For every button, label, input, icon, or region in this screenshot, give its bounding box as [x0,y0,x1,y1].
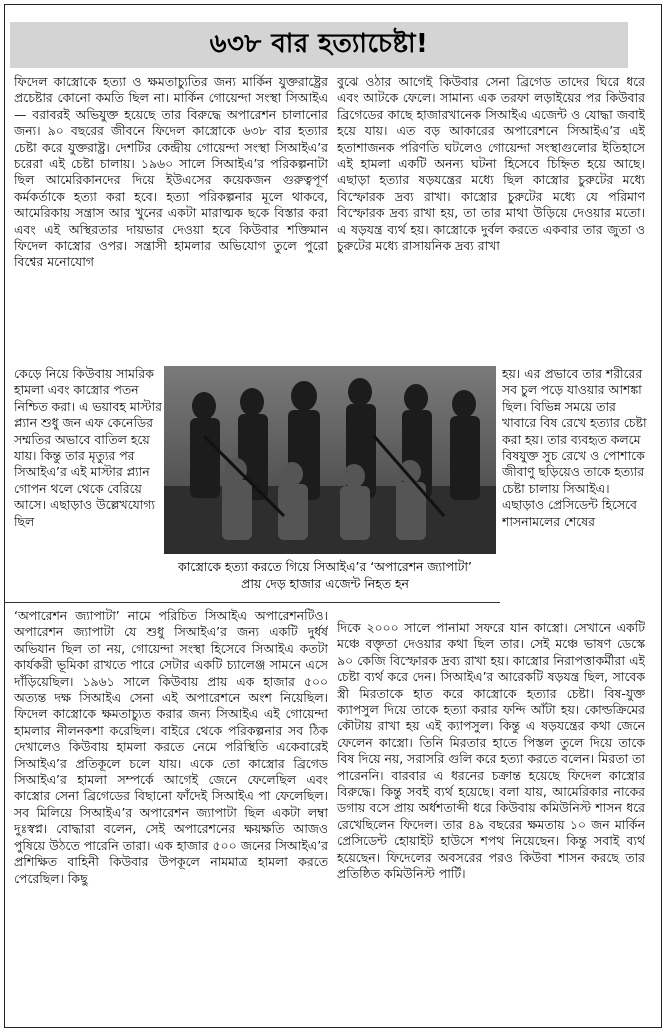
column-2-text: বুঝে ওঠার আগেই কিউবার সেনা ব্রিগেড তাদের ঘিরে ধরে এবং আটকে ফেলে। সামান্য এক তরফা লড়াইয়ের পর কিউবার ব্রিগেডের কাছে হাজারখানেক সিআইএ এজেন্ট ও যোদ্ধা জবাই হয়ে যায়। এত বড় আকারের অপারেশনে সিআইএ’র এই হতাশাজনক পরিণতি ঘটলেও গোয়েন্দা সংস্থাগুলোর ইতিহাসে এই হামলা একটি অনন্য ঘটনা হিসেবে চিহ্নিত হয়ে আছে। এছাড়া হত্যার ষড়যন্ত্রের মধ্যে ছিল কাস্ত্রোর চুরুটের মধ্যে বিস্ফোরক দ্রব্য রাখা। কাস্ত্রোর চুরুটের মধ্যে যে পরিমাণ বিস্ফোরক দ্রব্য রাখা হয়, তা তার মাথা উড়িয়ে দেওয়ার মতো। এ ষড়যন্ত্র ব্যর্থ হয়। কাস্ত্রোকে দুর্বল করতে একবার তার জুতা ও চুরুটের মধ্যে রাসায়নিক দ্রব্য রাখা [337,74,645,254]
column-5 [14,608,328,1028]
column-5-text: ‘অপারেশন জ্যাপাটা’ নামে পরিচিত সিআইএ অপারেশনটিও। অপারেশন জ্যাপাটা যে শুধু সিআইএ’র জন্য একটি দুর্ধর্ষ অভিযান ছিল তা নয়, গোয়েন্দা সংস্থা হিসেবে সিআইএ কতটা কার্যকরী ভূমিকা রাখতে পারে সেটার একটি চ্যালেঞ্জ সামনে এসে দাঁড়িয়েছিল। ১৯৬১ সালে কিউবায় প্রায় এক হাজার ৫০০ অত্যন্ত দক্ষ সিআইএ সেনা এই অপারেশনে অংশ নিয়েছিল। ফিদেল কাস্ত্রোকে ক্ষমতাচ্যুত করার জন্য সিআইএ এই গোয়েন্দা হামলার নীলনকশা করেছিল। বাইরে থেকে পরিকল্পনার সব ঠিক দেখালেও কিউবায় হামলা করতে নেমে পরিস্থিতি একেবারেই সিআইএ’র প্রতিকূলে চলে যায়। একে তো কাস্ত্রোর ব্রিগেড সিআইএ’র হামলা সম্পর্কে আগেই জেনে ফেলেছিল এবং কাস্ত্রোর সেনা ব্রিগেডের বিছানো ফাঁদেই সিআইএ পা ফেলেছিল। সব মিলিয়ে সিআইএ’র অপারেশন জ্যাপাটা ছিল একটা লম্বা দুঃস্বপ্ন। বোদ্ধারা বলেন, সেই অপারেশনের ক্ষয়ক্ষতি আজও পুষিয়ে উঠতে পারেনি তারা। এক হাজার ৫০০ জনের সিআইএ’র প্রশিক্ষিত বাহিনী কিউবার উপকূলে নামমাত্র হামলা করতে পেরেছিল। কিছু [14,608,328,886]
column-6 [337,620,645,1028]
soldiers-photo-icon [164,366,496,554]
section-divider [4,602,500,603]
headline: ৬৩৮ বার হত্যাচেষ্টা! [209,29,429,59]
photo-caption [150,558,500,592]
caption-line-1: কাস্ত্রোকে হত্যা করতে গিয়ে সিআইএ’র ‘অপারেশন জ্যাপাটা’ [178,559,472,574]
column-6-text: দিকে ২০০০ সালে পানামা সফরে যান কাস্ত্রো। সেখানে একটি মঞ্চে বক্তৃতা দেওয়ার কথা ছিল তার। সেই মঞ্চে ভাষণ ডেস্কে ৯০ কেজি বিস্ফোরক দ্রব্য রাখা হয়। কাস্ত্রোর নিরাপত্তাকর্মীরা এই চেষ্টা ব্যর্থ করে দেন। সিআইএ’র আরেকটি ষড়যন্ত্র ছিল, সাবেক স্ত্রী মিরতাকে হাত করে কাস্ত্রোকে হত্যার চেষ্টা। বিষ-যুক্ত ক্যাপসুল দিয়ে তাকে হত্যা করার ফন্দি আঁটা হয়। কোল্ডক্রিমের কৌটায় রাখা হয় এই ক্যাপসুল। কিন্তু এ ষড়যন্ত্রের কথা জেনে ফেলেন কাস্ত্রো। তিনি মিরতার হাতে পিস্তল তুলে দিয়ে তাকে বিষ দিয়ে নয়, সরাসরি গুলি করে হত্যা করতে বলেন। মিরতা তা পারেননি। বারবার এ ধরনের চক্রান্ত হয়েছে ফিদেল কাস্ত্রোর বিরুদ্ধে। কিন্তু সবই ব্যর্থ হয়েছে। বলা যায়, আমেরিকার নাকের ডগায় বসে প্রায় অর্ধশতাব্দী ধরে কিউবায় কমিউনিস্ট শাসন ধরে রেখেছিলেন ফিদেল। তার ৪৯ বছরের ক্ষমতায় ১০ জন মার্কিন প্রেসিডেন্ট হোয়াইট হাউসে শপথ নিয়েছেন। কিন্তু সবাই ব্যর্থ হয়েছেন। ফিদেলের অবসরের পরও কিউবা শাসন করছে তার প্রতিষ্ঠিত কমিউনিস্ট পার্টি। [337,620,645,882]
column-2 [337,74,645,364]
headline-bar [10,22,628,68]
column-1-text: ফিদেল কাস্ত্রোকে হত্যা ও ক্ষমতাচ্যুতির জন্য মার্কিন যুক্তরাষ্ট্রের প্রচেষ্টার কোনো কমতি ছিল না। মার্কিন গোয়েন্দা সংস্থা সিআইএ— বরাবরই অভিযুক্ত হয়েছে তার বিরুদ্ধে অপারেশন চালানোর জন্য। ৯০ বছরের জীবনে ফিদেল কাস্ত্রোকে ৬৩৮ বার হত্যার চেষ্টা করে যুক্তরাষ্ট্র। দেশটির কেন্দ্রীয় গোয়েন্দা সংস্থা সিআইএ’র চরেরা এই চেষ্টা চালায়। ১৯৬০ সালে সিআইএ’র পরিকল্পনাটা ছিল আমেরিকানদের দিয়ে ইউএসের কয়েকজন গুরুত্বপূর্ণ কর্মকর্তাকে হত্যা করা হবে। হত্যা পরিকল্পনার মূলে থাকবে, আমেরিকায় সন্ত্রাস আর খুনের একটা মারাত্মক ছকে বিস্তার করা এবং এই অস্থিরতার দায়ভার দেওয়া হবে কিউবার শক্তিমান ফিদেল কাস্ত্রোর ওপর। সন্ত্রাসী হামলার অভিযোগ তুলে পুরো বিশ্বের মনোযোগ [14,74,328,270]
column-4-wrap-right [502,366,650,616]
column-1 [14,74,328,364]
column-3-text: কেড়ে নিয়ে কিউবায় সামরিক হামলা এবং কাস্ত্রোর পতন নিশ্চিত করা। এ ভয়াবহ মাস্টার প্ল্যান শুধু জন এফ কেনেডির সম্মতির অভাবে বাতিল হয়ে যায়। কিন্তু তার মৃত্যুর পর সিআইএ’র এই মাস্টার প্ল্যান গোপন থলে থেকে বেরিয়ে আসে। এছাড়াও উল্লেখযোগ্য ছিল [14,366,162,529]
caption-line-2: প্রায় দেড় হাজার এজেন্ট নিহত হন [241,576,409,591]
column-3-wrap-left [14,366,162,596]
column-4-text: হয়। এর প্রভাবে তার শরীরের সব চুল পড়ে যাওয়ার আশঙ্কা ছিল। বিভিন্ন সময়ে তার খাবারে বিষ রেখে হত্যার চেষ্টা করা হয়। তার ব্যবহৃত কলমে বিষযুক্ত সুচ রেখে ও পোশাকে জীবাণু ছড়িয়েও তাকে হত্যার চেষ্টা চালায় সিআইএ। এছাড়াও প্রেসিডেন্ট হিসেবে শাসনামলের শেষের [502,366,647,529]
archival-photo [164,366,496,554]
